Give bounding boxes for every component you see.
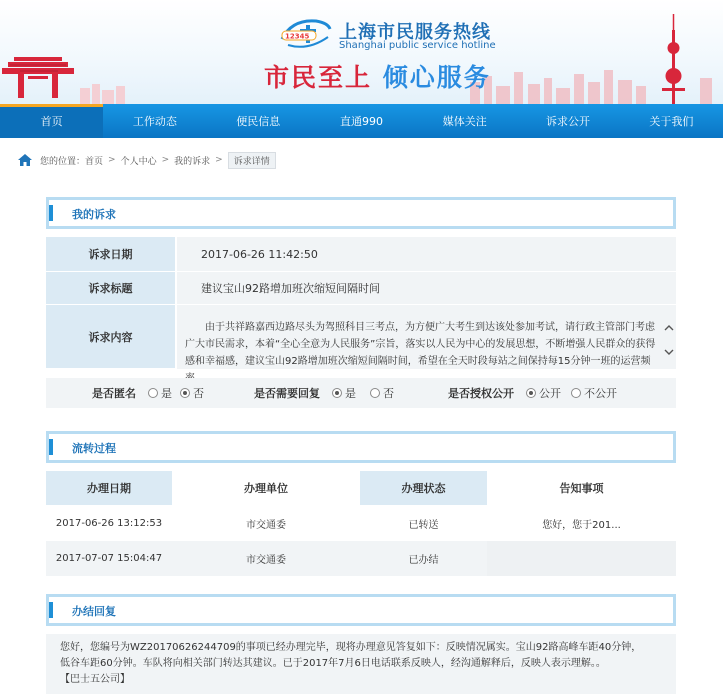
logo-digits: 12345 bbox=[285, 32, 310, 41]
detail-row-title bbox=[46, 271, 676, 304]
anonymous-no-label: 否 bbox=[193, 387, 204, 400]
column-header-date: 办理日期 bbox=[46, 471, 172, 505]
section-title: 我的诉求 bbox=[72, 208, 116, 221]
nav-item-home[interactable]: 首页 bbox=[0, 104, 103, 138]
breadcrumb-separator: > bbox=[161, 155, 170, 165]
section-title: 办结回复 bbox=[72, 605, 116, 618]
table-row bbox=[46, 506, 676, 541]
reply-box bbox=[46, 634, 676, 694]
complaint-options bbox=[46, 378, 676, 408]
column-header-status: 办理状态 bbox=[360, 471, 487, 505]
date-value: 2017-06-26 11:42:50 bbox=[177, 237, 676, 271]
section-title: 流转过程 bbox=[72, 442, 116, 455]
nav-item-info[interactable]: 便民信息 bbox=[236, 115, 281, 128]
site-title: 上海市民服务热线 bbox=[339, 22, 491, 43]
nav-item-media[interactable]: 媒体关注 bbox=[442, 115, 487, 128]
row-notice bbox=[487, 541, 676, 576]
publish-yes-radio[interactable] bbox=[526, 388, 536, 398]
column-header-unit: 办理单位 bbox=[172, 471, 360, 505]
home-icon bbox=[18, 154, 32, 166]
anonymous-no-radio[interactable] bbox=[180, 388, 190, 398]
row-notice[interactable]: 您好，您于201... bbox=[542, 520, 621, 531]
nav-item-990[interactable]: 直通990 bbox=[339, 115, 383, 128]
nav-item-public[interactable]: 诉求公开 bbox=[546, 115, 591, 128]
scroll-up-icon[interactable] bbox=[664, 323, 674, 333]
date-label: 诉求日期 bbox=[46, 237, 175, 271]
need-reply-no-label: 否 bbox=[383, 387, 394, 400]
breadcrumb-separator: > bbox=[215, 155, 223, 165]
content-scroll-box[interactable] bbox=[177, 305, 676, 369]
section-heading-my-complaint bbox=[46, 197, 676, 229]
row-status: 已办结 bbox=[408, 555, 439, 566]
row-unit: 市交通委 bbox=[246, 555, 286, 566]
breadcrumb-home[interactable]: 首页 bbox=[85, 156, 104, 167]
nav-item-about[interactable]: 关于我们 bbox=[649, 115, 694, 128]
option-publish bbox=[448, 378, 621, 408]
heading-accent-bar bbox=[49, 205, 53, 221]
publish-no-radio[interactable] bbox=[571, 388, 581, 398]
row-date: 2017-06-26 13:12:53 bbox=[55, 518, 163, 529]
slogan-part2: 倾心服务 bbox=[382, 63, 491, 92]
main-nav bbox=[0, 104, 723, 138]
row-unit: 市交通委 bbox=[246, 520, 286, 531]
anonymous-label: 是否匿名 bbox=[92, 387, 136, 400]
nav-item-news[interactable]: 工作动态 bbox=[132, 115, 177, 128]
need-reply-yes-label: 是 bbox=[345, 387, 356, 400]
section-heading-flow bbox=[46, 431, 676, 463]
need-reply-no-radio[interactable] bbox=[370, 388, 380, 398]
breadcrumb-prefix: 您的位置： bbox=[40, 156, 86, 167]
detail-row-content bbox=[46, 304, 676, 368]
slogan bbox=[264, 58, 491, 94]
column-header-notice: 告知事项 bbox=[487, 471, 676, 505]
row-date: 2017-07-07 15:04:47 bbox=[55, 553, 163, 564]
content-value: 由于共祥路嘉西边路尽头为驾照科目三考点，为方便广大考生到达该处参加考试，请行政主管部门考虑广大市民需求，本着“全心全意为人民服务”宗旨，落实以人民为中心的发展思想，不断增强人民群众的获得感和幸福感，建议宝山92路增加班次缩短间隔时间，希望在全天时段每站之间保持每15分钟一班的运营频 bbox=[185, 322, 656, 367]
publish-yes-label: 公开 bbox=[539, 387, 561, 400]
hotline-logo-icon bbox=[278, 15, 334, 53]
reply-line: 您好，您编号为WZ20170626244709的事项已经办理完毕，现将办理意见答复如下：反映情况属实。宝山92路高峰车距40分钟， bbox=[60, 642, 642, 653]
heading-accent-bar bbox=[49, 602, 53, 618]
need-reply-label: 是否需要回复 bbox=[254, 387, 320, 400]
breadcrumb-separator: > bbox=[108, 155, 116, 165]
table-row bbox=[46, 541, 676, 576]
breadcrumb bbox=[18, 152, 276, 168]
publish-label: 是否授权公开 bbox=[448, 387, 514, 400]
reply-text bbox=[60, 640, 666, 688]
breadcrumb-current: 诉求详情 bbox=[228, 152, 276, 169]
site-subtitle: Shanghai public service hotline bbox=[339, 40, 496, 51]
reply-line: 低谷车距60分钟。车队将向相关部门转达其建议。已于2017年7月6日电话联系反映人，经沟通解释后，反映人表示理解。。 bbox=[60, 658, 606, 669]
slogan-part1: 市民至上 bbox=[264, 63, 373, 92]
heading-accent-bar bbox=[49, 439, 53, 455]
option-need-reply bbox=[254, 378, 398, 408]
breadcrumb-my-complaints[interactable]: 我的诉求 bbox=[174, 156, 211, 167]
publish-no-label: 不公开 bbox=[584, 387, 617, 400]
section-heading-reply bbox=[46, 594, 676, 626]
need-reply-yes-radio[interactable] bbox=[332, 388, 342, 398]
anonymous-yes-label: 是 bbox=[161, 387, 172, 400]
reply-line: 【巴士五公司】 bbox=[60, 674, 130, 685]
scroll-down-icon[interactable] bbox=[664, 347, 674, 357]
option-anonymous bbox=[92, 378, 208, 408]
row-status: 已转送 bbox=[408, 520, 439, 531]
title-value: 建议宝山92路增加班次缩短间隔时间 bbox=[177, 272, 676, 304]
anonymous-yes-radio[interactable] bbox=[148, 388, 158, 398]
title-label: 诉求标题 bbox=[46, 272, 175, 304]
detail-row-date bbox=[46, 237, 676, 271]
site-header bbox=[0, 0, 723, 104]
content-label: 诉求内容 bbox=[46, 305, 175, 368]
breadcrumb-personal-center[interactable]: 个人中心 bbox=[120, 156, 157, 167]
